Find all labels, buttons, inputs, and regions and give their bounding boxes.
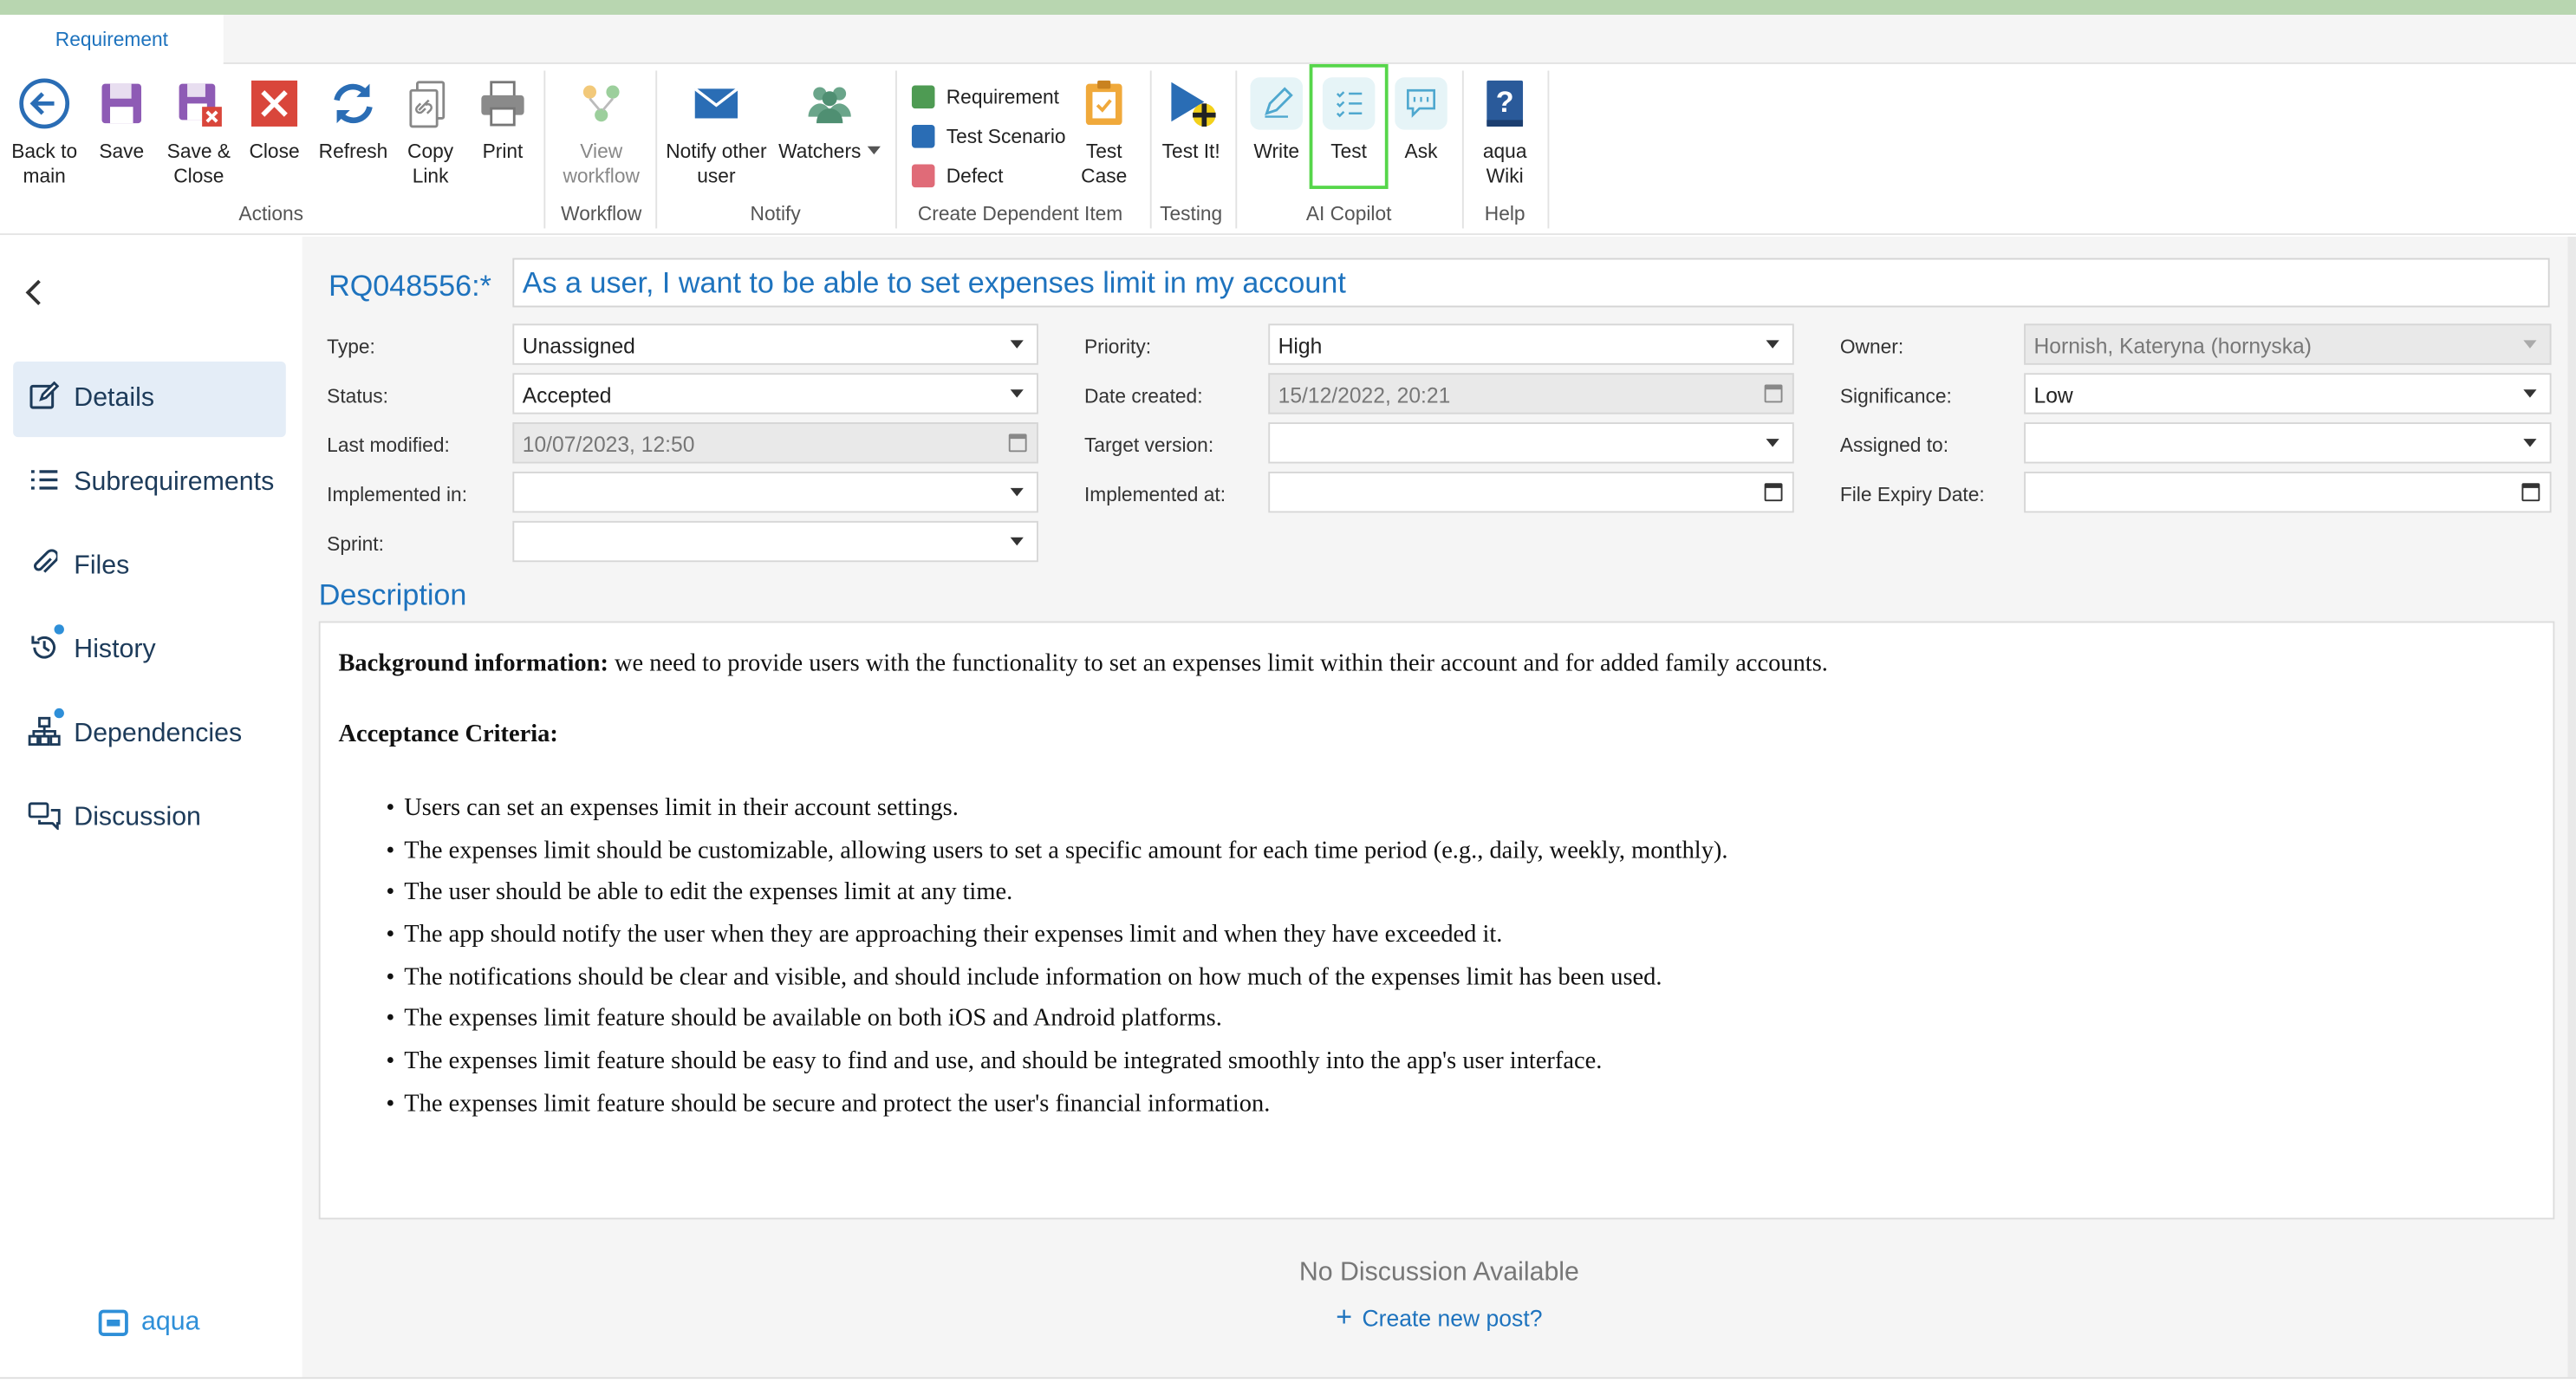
create-test-scenario-label: Test Scenario [946,125,1066,148]
owner-label: Owner: [1839,335,1904,359]
calendar-icon[interactable] [1765,483,1783,501]
type-select[interactable] [512,323,1038,364]
chat-bubble-icon [1395,77,1447,130]
sprint-label: Sprint: [327,532,384,556]
background-label: Background information: [338,650,608,677]
copy-link-label: Copy Link [407,140,454,188]
sprint-select[interactable] [512,521,1038,562]
create-requirement-button[interactable] [912,86,1059,109]
list-item: • The app should notify the user when they are approaching their expenses limit and when they have exceeded it. [386,916,2521,958]
file-expiry-date-field[interactable] [2024,472,2551,512]
sidebar-item-label: Files [74,551,130,581]
background-text: we need to provide users with the functionality to set an expenses limit within their account and for added family accounts. [608,650,1828,677]
status-value: Accepted [522,382,612,408]
refresh-label: Refresh [318,140,388,163]
significance-select[interactable] [2024,373,2551,414]
sidebar-item-dependencies[interactable] [13,697,286,773]
list-item: • The expenses limit feature should be available on both iOS and Android platforms. [386,1000,2521,1042]
date-created-field [1268,373,1794,414]
dropdown-arrow-icon [1766,340,1779,348]
significance-label: Significance: [1839,384,1952,408]
print-label: Print [482,140,524,163]
create-test-case-label: Test Case [1081,140,1128,188]
implemented-in-label: Implemented in: [327,483,468,506]
notify-other-user-label: Notify other user [666,140,767,188]
print-button[interactable] [473,77,532,164]
priority-select[interactable] [1268,323,1794,364]
tab-requirement[interactable]: Requirement [0,15,224,66]
edit-icon [28,381,61,419]
copilot-test-label: Test [1330,140,1367,163]
aqua-brand-text: aqua [141,1307,200,1336]
chevron-down-icon [868,147,881,154]
close-label: Close [249,140,300,163]
status-select[interactable] [512,373,1038,414]
background-information [338,651,1827,679]
notify-other-user-button[interactable] [664,77,769,189]
create-requirement-label: Requirement [946,85,1059,109]
implemented-in-select[interactable] [512,472,1038,512]
plus-icon: + [1336,1301,1353,1334]
help-group-label: Help [1484,202,1525,225]
workflow-group-label: Workflow [561,202,642,225]
date-created-value: 15/12/2022, 20:21 [1278,382,1451,408]
target-version-label: Target version: [1083,434,1214,457]
bottom-edge [0,1377,2576,1388]
tab-bar [0,15,2576,64]
test-it-label: Test It! [1161,140,1220,163]
close-icon [248,77,301,130]
file-expiry-date-label: File Expiry Date: [1839,483,1985,506]
list-item: • The expenses limit feature should be easy to find and use, and should be integrated smoothly into the app's user interface. [386,1042,2521,1085]
assigned-to-select[interactable] [2024,422,2551,463]
last-modified-value: 10/07/2023, 12:50 [522,432,695,457]
group-divider [1547,71,1549,229]
requirement-title-input[interactable]: As a user, I want to be able to set expenses limit in my account [512,258,2549,308]
target-version-select[interactable] [1268,422,1794,463]
copilot-write-button[interactable] [1244,77,1310,164]
save-close-button[interactable] [161,77,237,189]
copilot-ask-label: Ask [1404,140,1438,163]
calendar-icon [1009,434,1027,452]
create-defect-button[interactable] [912,165,1004,188]
back-to-main-button[interactable] [5,77,84,189]
sidebar-item-label: Dependencies [74,720,243,748]
list-icon [28,466,61,500]
hierarchy-icon [28,715,61,753]
vertical-scrollbar[interactable] [2568,237,2576,1387]
requirement-details-panel [302,237,2576,1387]
requirement-id: RQ048556:* [329,269,491,303]
refresh-icon [327,77,380,130]
back-arrow-icon [18,77,71,130]
testing-group-label: Testing [1160,202,1223,225]
create-dependent-group-label: Create Dependent Item [917,202,1123,225]
save-button[interactable] [92,77,151,164]
aqua-wiki-label: aqua Wiki [1482,140,1527,188]
dropdown-arrow-icon [1011,389,1024,397]
notification-dot [55,708,64,717]
significance-value: Low [2033,382,2073,408]
top-accent-strip [0,0,2576,15]
test-it-button[interactable] [1158,77,1224,164]
notify-group-label: Notify [750,202,801,225]
dropdown-arrow-icon [2523,340,2536,348]
date-created-label: Date created: [1083,384,1203,408]
dropdown-arrow-icon [2523,439,2536,447]
dropdown-arrow-icon [1766,439,1779,447]
back-to-main-label: Back to main [11,140,78,188]
copy-link-icon [404,77,457,130]
sidebar-item-details[interactable] [13,362,286,437]
type-value: Unassigned [522,333,635,359]
copilot-write-label: Write [1253,140,1300,163]
collapse-sidebar-chevron-icon[interactable] [23,276,47,318]
save-label: Save [99,140,145,163]
history-icon [28,632,61,670]
view-workflow-label: View workflow [563,140,640,188]
calendar-icon[interactable] [2521,483,2540,501]
sidebar [0,237,302,1387]
type-label: Type: [327,335,375,359]
view-workflow-button[interactable] [556,77,647,189]
sidebar-item-label: History [74,636,156,664]
dropdown-arrow-icon [1011,340,1024,348]
save-close-label: Save & Close [166,140,231,188]
checklist-icon [1323,77,1376,130]
aqua-wiki-button[interactable] [1472,77,1538,189]
test-case-icon [1077,77,1130,130]
copy-link-button[interactable] [400,77,462,189]
copilot-ask-button[interactable] [1389,77,1454,164]
create-test-scenario-button[interactable] [912,125,1066,148]
pencil-icon [1250,77,1303,130]
dropdown-arrow-icon [1011,538,1024,545]
test-scenario-icon [912,125,935,148]
sidebar-item-files[interactable] [13,529,286,604]
dropdown-arrow-icon [2523,389,2536,397]
floppy-disk-icon [95,77,148,130]
list-item: • The notifications should be clear and visible, and should include information on how much of the expenses limit has been used. [386,958,2521,1001]
implemented-at-label: Implemented at: [1083,483,1226,506]
workflow-icon [575,77,628,130]
test-it-play-icon [1165,77,1218,130]
printer-icon [477,77,530,130]
watchers-button[interactable] [776,77,884,164]
chat-icon [28,799,61,838]
defect-icon [912,165,935,188]
list-item: • The user should be able to edit the expenses limit at any time. [386,873,2521,916]
ribbon-toolbar [0,64,2576,235]
list-item: • The expenses limit should be customizable, allowing users to set a specific amount for each time period (e.g., daily, weekly, monthly). [386,831,2521,873]
description-heading: Description [318,578,467,612]
last-modified-label: Last modified: [327,434,450,457]
notification-dot [55,623,64,633]
create-new-post-link[interactable] [302,1301,2576,1334]
users-group-icon [803,77,856,130]
priority-value: High [1278,333,1323,359]
list-item: • Users can set an expenses limit in their account settings. [386,789,2521,831]
assigned-to-label: Assigned to: [1839,434,1949,457]
last-modified-field [512,422,1038,463]
aqua-logo-icon [99,1310,128,1336]
description-editor[interactable] [319,621,2555,1219]
save-close-icon [172,77,225,130]
owner-select [2024,323,2551,364]
requirement-icon [912,86,935,109]
copilot-test-button[interactable] [1316,77,1382,164]
priority-label: Priority: [1083,335,1152,359]
list-item: • The expenses limit feature should be secure and protect the user's financial information. [386,1085,2521,1127]
watchers-label: Watchers [778,140,862,163]
aqua-logo [99,1308,200,1338]
ai-copilot-group-label: AI Copilot [1305,202,1392,225]
sidebar-item-discussion[interactable] [13,780,286,856]
sidebar-item-label: Discussion [74,803,201,832]
no-discussion-message: No Discussion Available [1298,1258,1579,1288]
create-defect-label: Defect [946,164,1004,188]
calendar-icon [1765,385,1783,403]
acceptance-criteria-heading: Acceptance Criteria: [338,721,558,748]
status-label: Status: [327,384,388,408]
owner-value: Hornish, Kateryna (hornyska) [2033,333,2312,359]
dropdown-arrow-icon [1011,488,1024,496]
sidebar-item-label: Subrequirements [74,468,275,497]
help-book-icon [1479,77,1532,130]
refresh-button[interactable] [315,77,391,164]
envelope-icon [690,77,743,130]
implemented-at-date-field[interactable] [1268,472,1794,512]
close-button[interactable] [244,77,303,164]
sidebar-item-history[interactable] [13,613,286,688]
create-test-case-button[interactable] [1071,77,1137,189]
sidebar-item-subrequirements[interactable] [13,446,286,521]
sidebar-item-label: Details [74,384,154,413]
acceptance-criteria-list [386,789,2521,1127]
svg-text:?: ? [1495,85,1514,119]
paperclip-icon [28,548,61,586]
actions-group-label: Actions [238,202,304,225]
create-new-post-label: Create new post? [1362,1304,1543,1332]
